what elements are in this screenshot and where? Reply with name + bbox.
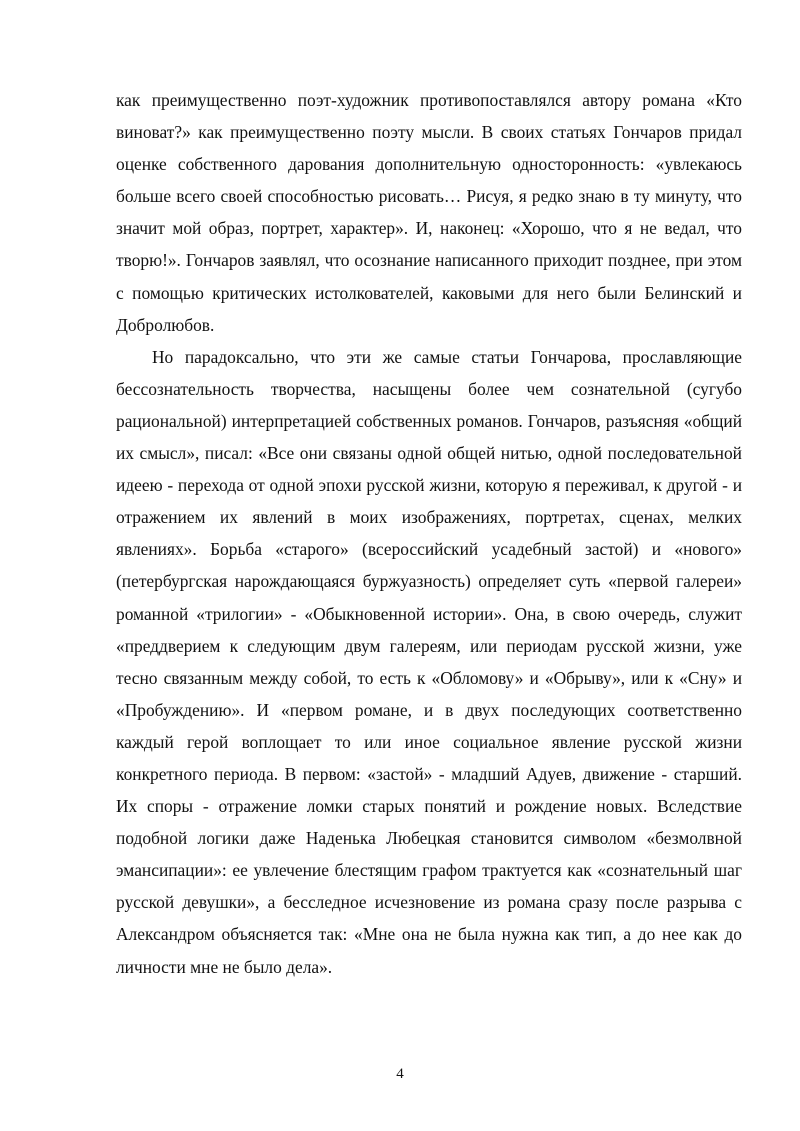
- page-number: 4: [396, 1066, 404, 1082]
- body-text: [116, 84, 742, 983]
- paragraph-2: Но парадоксально, что эти же самые статьи Гончарова, прославляющие бессознательность творчества, насыщены более чем сознательной (сугубо рациональной) интерпретацией собственных романов. Гончаров, разъясняя «общий их смысл», писал: «Все они связаны одной общей нитью, одной последовательной идеею - перехода от одной эпохи русской жизни, которую я переживал, к другой - и отражением их явлений в моих изображениях, портретах, сценах, мелких явлениях». Борьба «старого» (всероссийский усадебный застой) и «нового» (петербургская нарождающаяся буржуазность) определяет суть «первой галереи» романной «трилогии» - «Обыкновенной истории». Она, в свою очередь, служит «преддверием к следующим двум галереям, или периодам русской жизни, уже тесно связанным между собой, то есть к «Обломову» и «Обрыву», или к «Сну» и «Пробуждению». И «первом романе, и в двух последующих соответственно каждый герой воплощает то или иное социальное явление русской жизни конкретного периода. В первом: «застой» - младший Адуев, движение - старший. Их споры - отражение ломки старых понятий и рождение новых. Вследствие подобной логики даже Наденька Любецкая становится символом «безмолвной эмансипации»: ее увлечение блестящим графом трактуется как «сознательный шаг русской девушки», а бесследное исчезновение из романа сразу после разрыва с Александром объясняется так: «Мне она не была нужна как тип, а до нее как до личности мне не было дела».: [116, 346, 742, 977]
- paragraph-1: как преимущественно поэт-художник противопоставлялся автору романа «Кто виноват?» как преимущественно поэту мысли. В своих статьях Гончаров придал оценке собственного дарования дополнительную односторонность: «увлекаюсь больше всего своей способностью рисовать… Рисуя, я редко знаю в ту минуту, что значит мой образ, портрет, характер». И, наконец: «Хорошо, что я не ведал, что творю!». Гончаров заявлял, что осознание написанного приходит позднее, при этом с помощью критических истолкователей, каковыми для него были Белинский и Добролюбов.: [116, 90, 742, 335]
